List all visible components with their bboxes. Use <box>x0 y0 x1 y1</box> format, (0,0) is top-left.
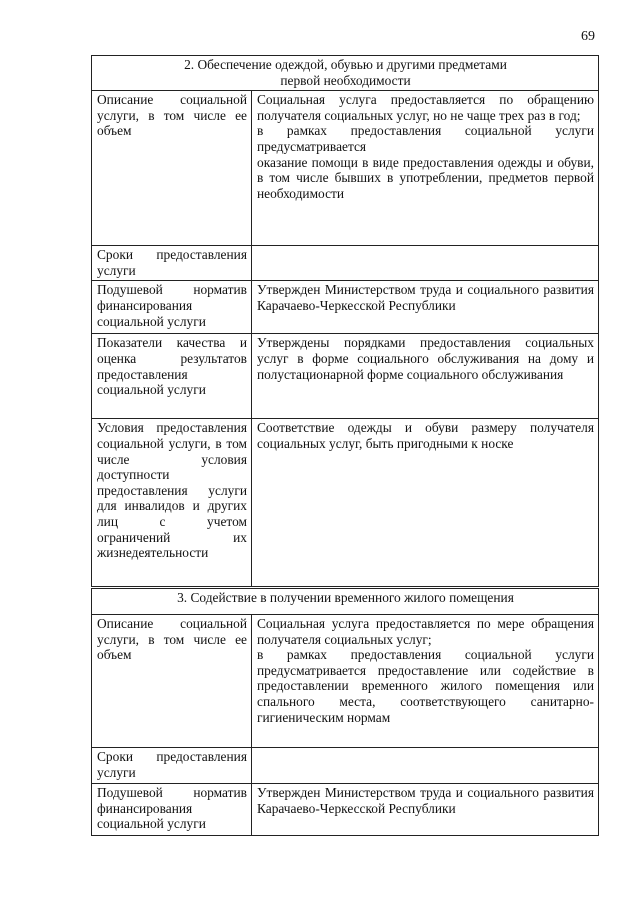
row-label-conditions: Условия предоставления социальной услуги, в том числе условия доступности предоставления услуги для инвалидов и других лиц с учетом ограничений их жизнедеятельности <box>92 419 252 587</box>
row-value-description <box>252 615 599 748</box>
service-table-section-3 <box>91 588 599 836</box>
section-3-title: 3. Содействие в получении временного жилого помещения <box>92 589 599 615</box>
table-row <box>92 748 599 784</box>
table-row <box>92 91 599 246</box>
section-2-title-line1: 2. Обеспечение одеждой, обувью и другими предметами <box>184 57 507 72</box>
section-2-title-line2: первой необходимости <box>280 72 411 88</box>
page-number: 69 <box>581 29 595 44</box>
row-value-financing: Утвержден Министерством труда и социального развития Карачаево-Черкесской Республики <box>252 281 599 334</box>
value-paragraph: оказание помощи в виде предоставления одежды и обуви, в том числе бывших в употреблении, предметов первой необходимости <box>257 154 594 201</box>
row-label-terms: Сроки предоставления услуги <box>92 748 252 784</box>
row-value-terms <box>252 748 599 784</box>
table-row <box>92 615 599 748</box>
row-label-terms: Сроки предоставления услуги <box>92 246 252 281</box>
value-paragraph: в рамках предоставления социальной услуги предусматривается <box>257 123 594 154</box>
row-label-description: Описание социальной услуги, в том числе ее объем <box>92 91 252 246</box>
value-paragraph: Социальная услуга предоставляется по обращению получателя социальных услуг, но не чаще трех раз в год; <box>257 92 594 123</box>
row-value-description <box>252 91 599 246</box>
table-row <box>92 419 599 587</box>
service-table-section-2 <box>91 55 599 587</box>
row-label-financing: Подушевой норматив финансирования социальной услуги <box>92 281 252 334</box>
row-value-terms <box>252 246 599 281</box>
row-label-quality: Показатели качества и оценка результатов предоставления социальной услуги <box>92 334 252 419</box>
table-row <box>92 334 599 419</box>
value-paragraph: Социальная услуга предоставляется по мере обращения получателя социальных услуг; <box>257 616 594 647</box>
section-header-row <box>92 589 599 615</box>
row-value-quality: Утверждены порядками предоставления социальных услуг в форме социального обслуживания на дому и полустационарной форме социального обслуживания <box>252 334 599 419</box>
row-label-financing: Подушевой норматив финансирования социальной услуги <box>92 784 252 836</box>
table-row <box>92 281 599 334</box>
row-value-conditions: Соответствие одежды и обуви размеру получателя социальных услуг, быть пригодными к носке <box>252 419 599 587</box>
row-label-description: Описание социальной услуги, в том числе ее объем <box>92 615 252 748</box>
table-row <box>92 784 599 836</box>
value-paragraph: в рамках предоставления социальной услуги предусматривается предоставление или содействие в предоставлении временного жилого помещения или спального места, соответствующего санитарно-гигиеническим нормам <box>257 647 594 725</box>
table-row <box>92 246 599 281</box>
section-2-title <box>92 56 599 91</box>
section-header-row <box>92 56 599 91</box>
row-value-financing: Утвержден Министерством труда и социального развития Карачаево-Черкесской Республики <box>252 784 599 836</box>
